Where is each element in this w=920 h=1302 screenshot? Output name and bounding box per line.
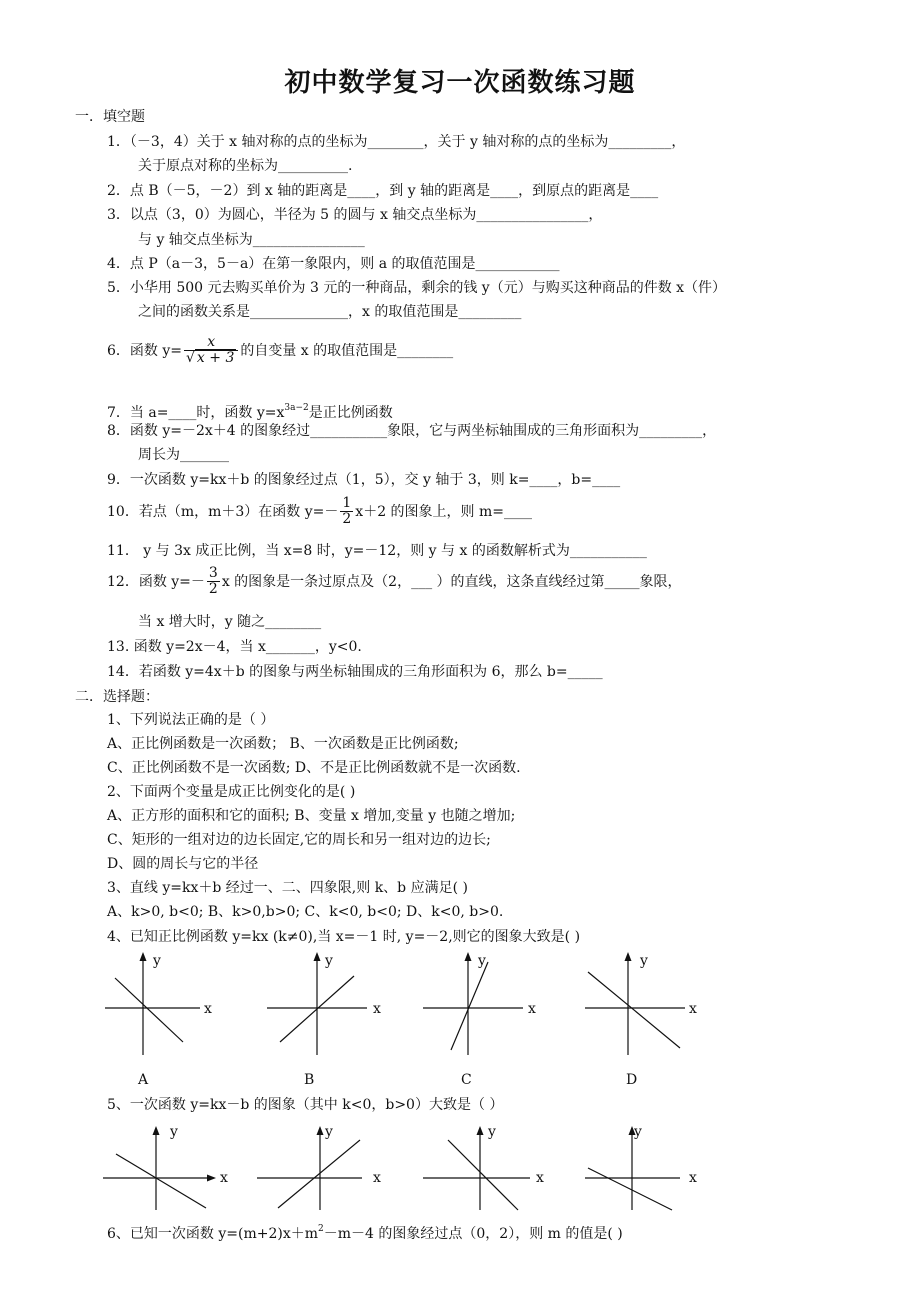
- section-multiple-choice: 二．选择题：: [75, 689, 159, 705]
- choice-6-exponent: 2: [318, 1224, 324, 1234]
- q5-graph-2-y-label: y: [325, 1124, 333, 1140]
- question-12-denominator: 2: [208, 581, 218, 598]
- question-12: [107, 566, 682, 598]
- page-title: 初中数学复习一次函数练习题: [284, 68, 636, 98]
- question-6: [107, 335, 453, 367]
- q5-graph-1-x-label: x: [220, 1170, 228, 1186]
- question-6-denominator: [184, 351, 238, 366]
- question-12-pre: 12．函数 y=－: [107, 573, 205, 590]
- q4-graph-d: [580, 950, 720, 1060]
- question-12-numerator: 3: [208, 565, 218, 581]
- sqrt-symbol: √: [186, 350, 195, 367]
- q5-graph-2-x-label: x: [373, 1170, 381, 1186]
- q4-graph-c-y-label: y: [478, 953, 486, 969]
- q4-graph-d-y-label: y: [640, 953, 648, 969]
- choice-2-option-d: D、圆的周长与它的半径: [107, 856, 259, 872]
- q5-graph-3-y-label: y: [488, 1124, 496, 1140]
- question-3: 3．以点（3，0）为圆心，半径为 5 的圆与 x 轴交点坐标为________________，: [107, 207, 603, 223]
- question-8-cont: 周长为_______: [138, 447, 229, 463]
- q5-graph-1: [98, 1122, 238, 1212]
- question-10-post: x＋2 的图象上，则 m=____: [355, 503, 533, 520]
- q5-graph-4-x-label: x: [689, 1170, 697, 1186]
- choice-2-option-ab: A、正方形的面积和它的面积; B、变量 x 增加,变量 y 也随之增加;: [107, 808, 516, 824]
- q5-graph-3-x-label: x: [536, 1170, 544, 1186]
- question-13: 13. 函数 y=2x－4，当 x_______，y<0.: [107, 639, 362, 655]
- question-1: 1．（－3，4）关于 x 轴对称的点的坐标为________，关于 y 轴对称的点的坐标为_________，: [107, 134, 686, 150]
- question-8: 8．函数 y=－2x＋4 的图象经过___________象限，它与两坐标轴围成的三角形面积为_________，: [107, 423, 717, 439]
- choice-1: 1、下列说法正确的是（ ）: [107, 712, 275, 728]
- choice-2: 2、下面两个变量是成正比例变化的是( ): [107, 784, 356, 800]
- question-11: 11． y 与 3x 成正比例，当 x=8 时，y=－12，则 y 与 x 的函数解析式为___________: [107, 543, 647, 559]
- question-5: 5．小华用 500 元去购买单价为 3 元的一种商品，剩余的钱 y（元）与购买这种商品的件数 x（件）: [107, 280, 727, 296]
- q4-graph-a-x-label: x: [204, 1001, 212, 1017]
- question-7-exponent: 3a−2: [284, 403, 309, 413]
- question-10-denominator: 2: [342, 511, 352, 528]
- section-fill-blank: 一．填空题: [75, 109, 145, 125]
- q4-graph-a: [95, 950, 235, 1060]
- q4-graph-c-x-label: x: [528, 1001, 536, 1017]
- q4-graph-a-y-label: y: [153, 953, 161, 969]
- q4-graph-b-label: B: [304, 1072, 315, 1088]
- question-7-pre: 7．当 a=____时，函数 y=x: [107, 405, 285, 421]
- q5-graph-1-y-label: y: [170, 1124, 178, 1140]
- question-1-cont: 关于原点对称的坐标为__________.: [138, 158, 353, 174]
- question-2: 2．点 B（－5，－2）到 x 轴的距离是____，到 y 轴的距离是____，到原点的距离是____: [107, 183, 659, 199]
- question-9: 9．一次函数 y=kx＋b 的图象经过点（1，5），交 y 轴于 3，则 k=____，b=____: [107, 472, 621, 488]
- question-7: [107, 399, 393, 422]
- question-10-pre: 10．若点（m，m＋3）在函数 y=－: [107, 503, 339, 520]
- choice-6-pre: 6、已知一次函数 y=(m+2)x＋m: [107, 1226, 319, 1242]
- q4-graph-a-label: A: [138, 1072, 149, 1088]
- choice-3-options: A、k>0, b<0; B、k>0,b>0; C、k<0, b<0; D、k<0, b>0.: [107, 904, 504, 920]
- question-4: 4．点 P（a－3，5－a）在第一象限内，则 a 的取值范围是____________: [107, 256, 560, 272]
- q4-graph-c: [418, 950, 558, 1060]
- question-6-post: 的自变量 x 的取值范围是________: [240, 342, 454, 359]
- question-10-numerator: 1: [342, 495, 352, 511]
- question-12-cont: 当 x 增大时，y 随之________: [138, 614, 322, 630]
- sqrt-radicand: x + 3: [196, 350, 235, 367]
- q5-graph-2: [252, 1122, 392, 1212]
- choice-6: [107, 1220, 623, 1243]
- question-6-fraction: [184, 335, 238, 367]
- choice-5: 5、一次函数 y=kx－b 的图象（其中 k<0，b>0）大致是（ ）: [107, 1097, 504, 1113]
- question-6-pre: 6．函数 y=: [107, 342, 182, 359]
- q5-graph-4-y-label: y: [634, 1124, 642, 1140]
- choice-2-option-c: C、矩形的一组对边的边长固定,它的周长和另一组对边的边长;: [107, 832, 491, 848]
- question-5-cont: 之间的函数关系是______________，x 的取值范围是_________: [138, 304, 522, 320]
- question-7-post: 是正比例函数: [308, 405, 393, 421]
- choice-1-options-ab: A、正比例函数是一次函数； B、一次函数是正比例函数;: [107, 736, 459, 752]
- q4-graph-b-x-label: x: [373, 1001, 381, 1017]
- q4-graph-d-label: D: [626, 1072, 638, 1088]
- question-3-cont: 与 y 轴交点坐标为________________: [138, 232, 365, 248]
- choice-4: 4、已知正比例函数 y=kx (k≠0),当 x=－1 时, y=－2,则它的图象大致是( ): [107, 929, 581, 945]
- q5-graph-4: [580, 1122, 720, 1212]
- question-10: [107, 496, 532, 528]
- choice-1-options-cd: C、正比例函数不是一次函数; D、不是正比例函数就不是一次函数.: [107, 760, 521, 776]
- q4-graph-c-label: C: [461, 1072, 472, 1088]
- choice-3: 3、直线 y=kx＋b 经过一、二、四象限,则 k、b 应满足( ): [107, 880, 468, 896]
- question-14: 14．若函数 y=4x＋b 的图象与两坐标轴围成的三角形面积为 6，那么 b=_____: [107, 664, 603, 680]
- question-6-numerator: x: [184, 335, 238, 351]
- q4-graph-b-y-label: y: [325, 953, 333, 969]
- q4-graph-d-x-label: x: [689, 1001, 697, 1017]
- choice-6-post: －m－4 的图象经过点（0，2），则 m 的值是( ): [323, 1226, 623, 1242]
- question-12-post: x 的图象是一条过原点及（2，___ ）的直线，这条直线经过第_____象限，: [221, 573, 682, 590]
